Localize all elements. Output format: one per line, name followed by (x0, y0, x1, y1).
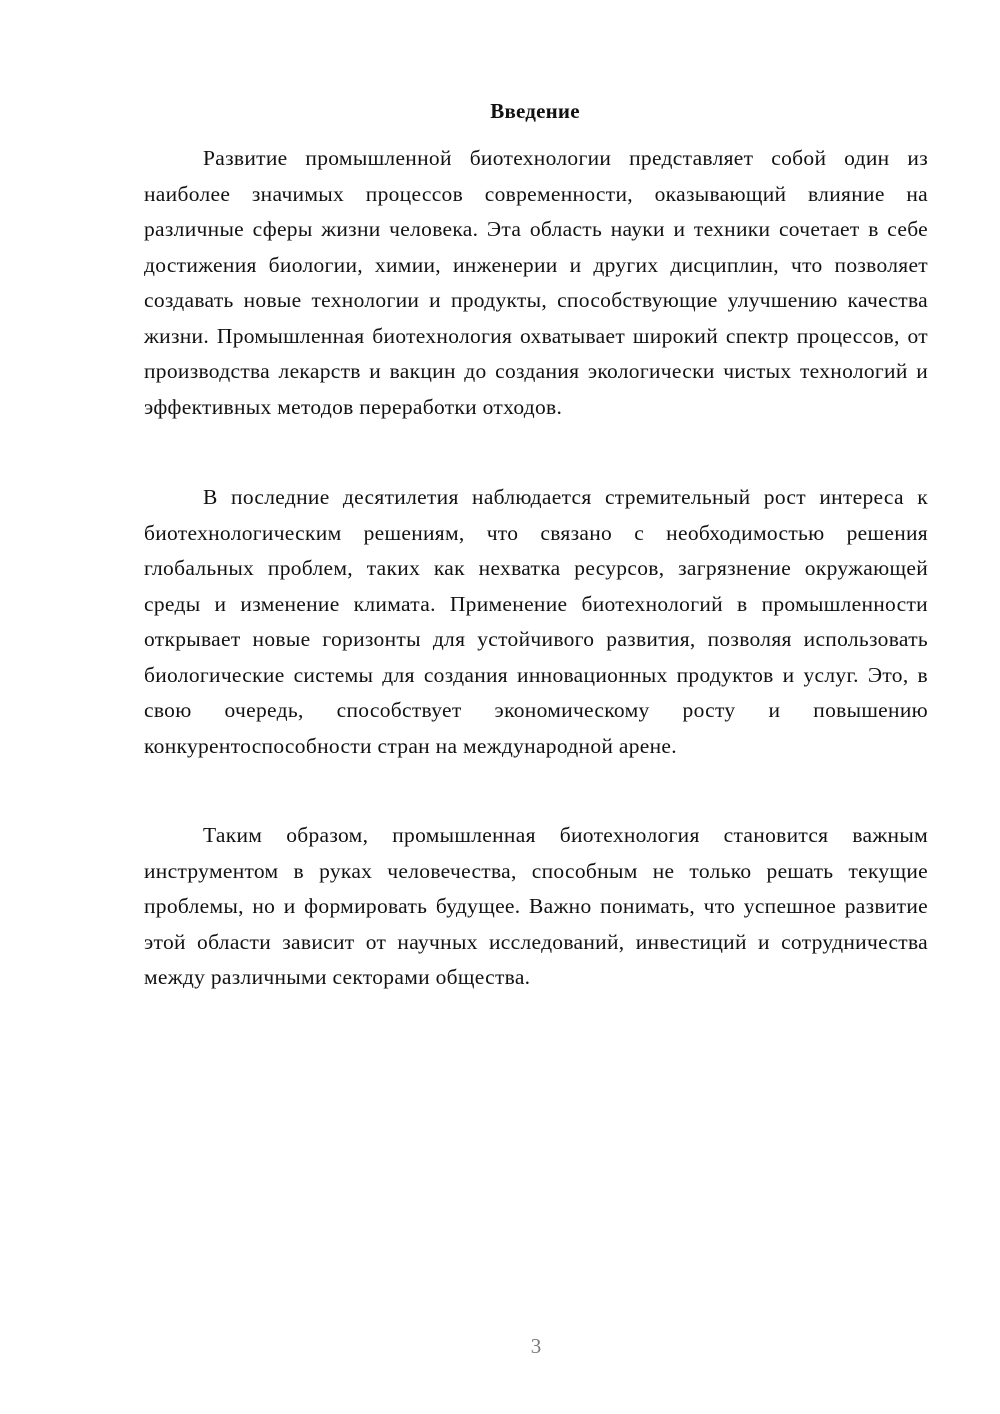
section-heading: Введение (490, 99, 580, 123)
paragraph-conclusion: Таким образом, промышленная биотехнология становится важным инструментом в руках человечества, способным не только решать текущие проблемы, но и формировать будущее. Важно понимать, что успешное развитие этой области зависит от научных исследований, инвестиций и сотрудничества между различными секторами общества. (144, 823, 928, 989)
page-number: 3 (530, 1334, 542, 1358)
paragraph-recent-decades: В последние десятилетия наблюдается стремительный рост интереса к биотехнологическим решениям, что связано с необходимостью решения глобальных проблем, таких как нехватка ресурсов, загрязнение окружающей среды и изменение климата. Применение биотехнологий в промышленности открывает новые горизонты для устойчивого развития, позволяя использовать биологические системы для создания инновационных продуктов и услуг. Это, в свою очередь, способствует экономическому росту и повышению конкурентоспособности стран на международной арене. (144, 485, 928, 758)
paragraph-introduction: Развитие промышленной биотехнологии представляет собой один из наиболее значимых процессов современности, оказывающий влияние на различные сферы жизни человека. Эта область науки и техники сочетает в себе достижения биологии, химии, инженерии и других дисциплин, что позволяет создавать новые технологии и продукты, способствующие улучшению качества жизни. Промышленная биотехнология охватывает широкий спектр процессов, от производства лекарств и вакцин до создания экологически чистых технологий и эффективных методов переработки отходов. (144, 146, 928, 419)
